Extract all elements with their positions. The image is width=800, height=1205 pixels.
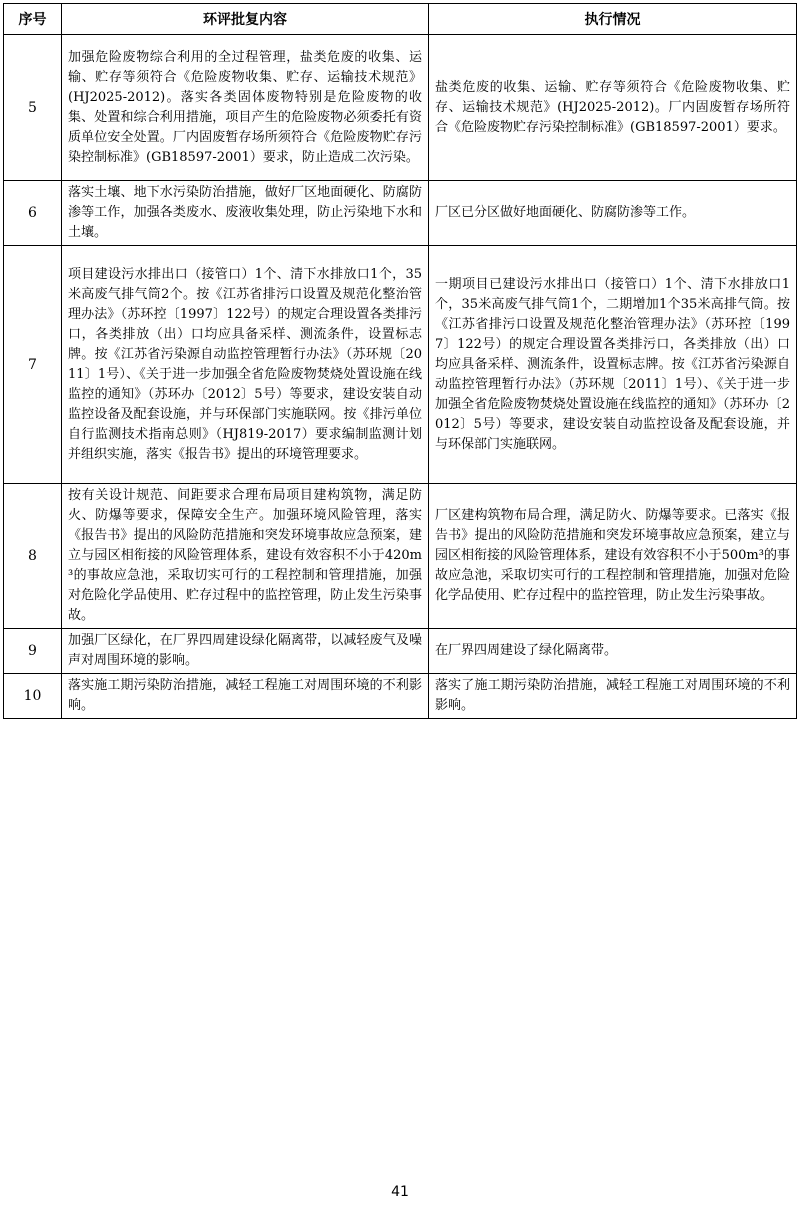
table-row: [4, 181, 797, 246]
table-row: [4, 246, 797, 484]
row-approval-content: 按有关设计规范、间距要求合理布局项目建构筑物，满足防火、防爆等要求，保障安全生产。加强环境风险管理，落实《报告书》提出的风险防范措施和突发环境事故应急预案，建立与园区相衔接的风险管理体系，建设有效容积不小于420m³的事故应急池，采取切实可行的工程控制和管理措施，加强对危险化学品使用、贮存过程中的监控管理，防止发生污染事故。: [62, 484, 429, 629]
row-execution-status: 在厂界四周建设了绿化隔离带。: [429, 629, 797, 674]
row-approval-content: 加强危险废物综合利用的全过程管理，盐类危废的收集、运输、贮存等须符合《危险废物收集、贮存、运输技术规范》(HJ2025-2012)。落实各类固体废物特别是危险废物的收集、处置和综合利用措施，项目产生的危险废物必须委托有资质单位安全处置。厂内固废暂存场所须符合《危险废物贮存污染控制标准》(GB18597-2001）要求，防止造成二次污染。: [62, 35, 429, 181]
row-approval-content: 项目建设污水排出口（接管口）1个、清下水排放口1个，35米高废气排气筒2个。按《江苏省排污口设置及规范化整治管理办法》（苏环控〔1997〕122号）的规定合理设置各类排污口，各类排放（出）口均应具备采样、测流条件，设置标志牌。按《江苏省污染源自动监控管理暂行办法》（苏环规〔2011〕1号）、《关于进一步加强全省危险废物焚烧处置设施在线监控的通知》（苏环办〔2012〕5号）等要求，建设安装自动监控设备及配套设施，并与环保部门实施联网。按《排污单位自行监测技术指南总则》（HJ819-2017）要求编制监测计划并组织实施，落实《报告书》提出的环境管理要求。: [62, 246, 429, 484]
row-approval-content: 落实土壤、地下水污染防治措施，做好厂区地面硬化、防腐防渗等工作，加强各类废水、废液收集处理，防止污染地下水和土壤。: [62, 181, 429, 246]
row-serial-number: 6: [4, 181, 62, 246]
table-row: [4, 484, 797, 629]
row-serial-number: 5: [4, 35, 62, 181]
table-row: [4, 35, 797, 181]
row-execution-status: 厂区建构筑物布局合理，满足防火、防爆等要求。已落实《报告书》提出的风险防范措施和突发环境事故应急预案，建立与园区相衔接的风险管理体系，建设有效容积不小于500m³的事故应急池，采取切实可行的工程控制和管理措施，加强对危险化学品使用、贮存过程中的监控管理，防止发生污染事故。: [429, 484, 797, 629]
header-serial-number: 序号: [4, 4, 62, 35]
page-number: 41: [391, 1184, 409, 1200]
row-serial-number: 9: [4, 629, 62, 674]
row-approval-content: 落实施工期污染防治措施，减轻工程施工对周围环境的不利影响。: [62, 674, 429, 719]
header-execution-status: 执行情况: [429, 4, 797, 35]
row-serial-number: 8: [4, 484, 62, 629]
row-approval-content: 加强厂区绿化，在厂界四周建设绿化隔离带，以减轻废气及噪声对周围环境的影响。: [62, 629, 429, 674]
row-execution-status: 盐类危废的收集、运输、贮存等须符合《危险废物收集、贮存、运输技术规范》(HJ2025-2012)。厂内固废暂存场所符合《危险废物贮存污染控制标准》(GB18597-2001）要求。: [429, 35, 797, 181]
table-row: [4, 629, 797, 674]
row-execution-status: 厂区已分区做好地面硬化、防腐防渗等工作。: [429, 181, 797, 246]
row-execution-status: 一期项目已建设污水排出口（接管口）1个、清下水排放口1个，35米高废气排气筒1个，二期增加1个35米高排气筒。按《江苏省排污口设置及规范化整治管理办法》（苏环控〔1997〕122号）的规定合理设置各类排污口，各类排放（出）口均应具备采样、测流条件，设置标志牌。按《江苏省污染源自动监控管理暂行办法》（苏环规〔2011〕1号）、《关于进一步加强全省危险废物焚烧处置设施在线监控的通知》（苏环办〔2012〕5号）等要求，建设安装自动监控设备及配套设施，并与环保部门实施联网。: [429, 246, 797, 484]
row-serial-number: 10: [4, 674, 62, 719]
header-approval-content: 环评批复内容: [62, 4, 429, 35]
row-serial-number: 7: [4, 246, 62, 484]
row-execution-status: 落实了施工期污染防治措施，减轻工程施工对周围环境的不利影响。: [429, 674, 797, 719]
table-row: [4, 674, 797, 719]
approval-compliance-table: [3, 3, 797, 719]
table-header-row: [4, 4, 797, 35]
